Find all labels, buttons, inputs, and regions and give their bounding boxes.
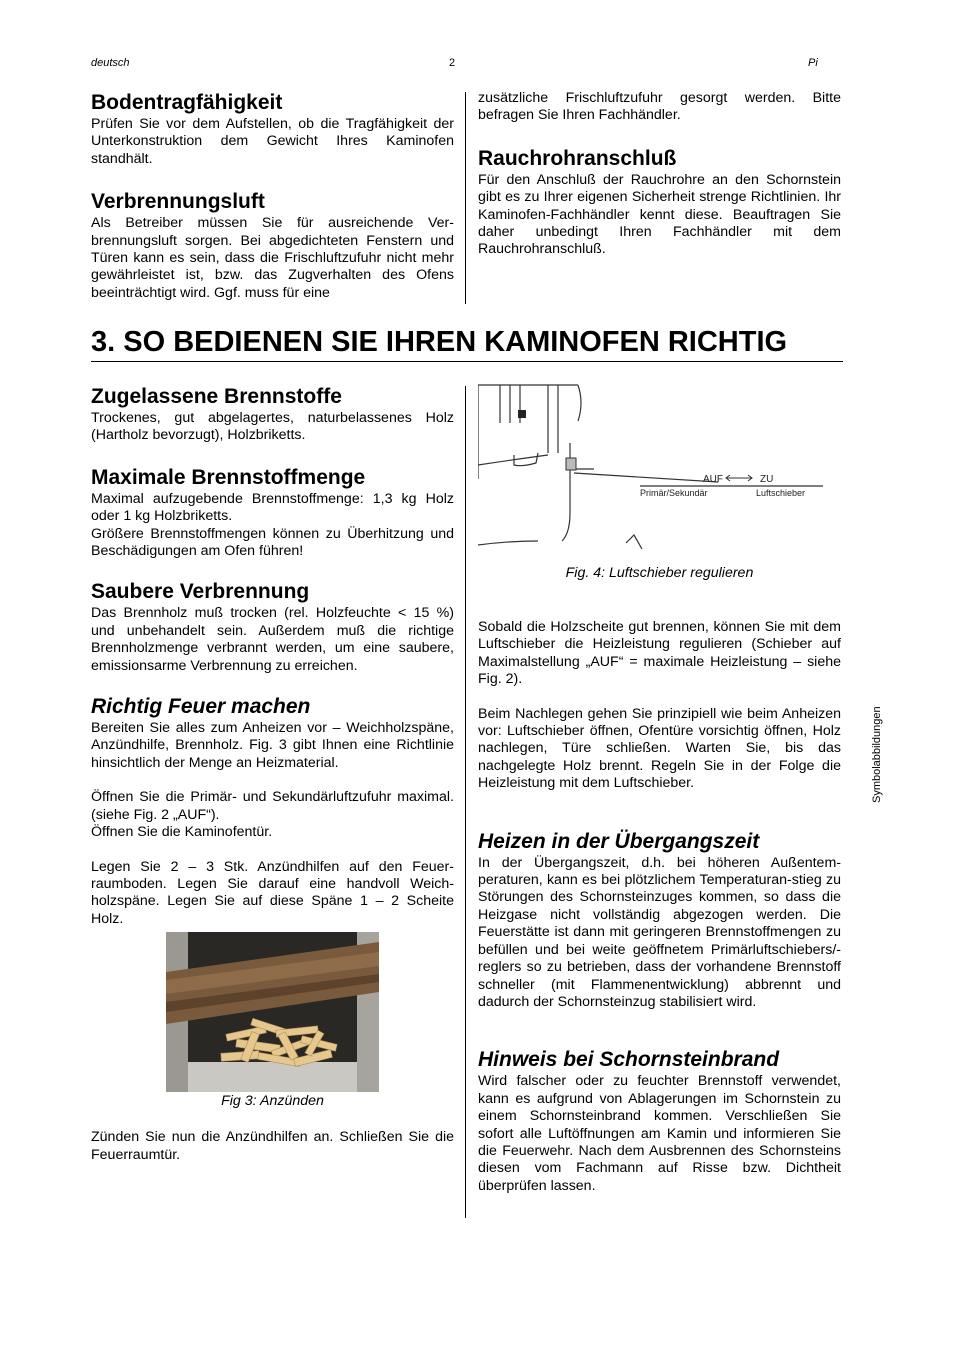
section-text-rauchrohranschluss: Für den Anschluß der Rauchrohre an den Schornstein gibt es zu Ihrer eigenen Sicherheit strenge Richtlinien. Ihr Kaminofen-Fachhändler kennt diese. Beauftragen Sie daher unbedingt Ihren Fachhändler mit dem Rauchrohranschluß.	[478, 171, 841, 258]
top-right-column	[478, 90, 841, 259]
column-divider-main	[465, 386, 466, 1218]
figure-3-caption: Fig 3: Anzünden	[221, 1093, 324, 1110]
section-title-verbrennungsluft: Verbrennungsluft	[91, 190, 265, 214]
section-text-bodentragfaehigkeit: Prüfen Sie vor dem Aufstellen, ob die Tragfähigkeit der Unterkonstruktion dem Gewicht Ihres Kaminofen standhält.	[91, 116, 454, 167]
section-text-schornsteinbrand: Wird falscher oder zu feuchter Brennstoff verwendet, kann es aufgrund von Ablagerungen im Schornstein zu einem Schornsteinbrand kommen. Verschließen Sie sofort alle Luftöffnungen am Kamin und informieren Sie die Feuerwehr. Nach dem Ausbrennen des Schornsteins diesen vom Fachmann auf Risse bzw. Dichtheit überprüfen lassen.	[478, 1073, 841, 1194]
section-text-verbrennungsluft: Als Betreiber müssen Sie für ausreichende Ver-brennungsluft sorgen. Bei abgedichteten Fenstern und Türen kann es sein, dass die Frischluftzufuhr nicht mehr gewährleistet ist, bzw. das Zugverhalten des Ofens beeinträchtigt wird. Ggf. muss für eine	[91, 215, 454, 301]
section-text-brennstoffe: Trockenes, gut abgelagertes, naturbelassenes Holz (Hartholz bevorzugt), Holzbriketts.	[91, 410, 454, 444]
section-text-continuation: zusätzliche Frischluftzufuhr gesorgt werden. Bitte befragen Sie Ihren Fachhändler.	[478, 90, 841, 124]
side-label: Symbolabbildungen	[871, 706, 883, 803]
section-title-schornsteinbrand: Hinweis bei Schornsteinbrand	[478, 1048, 780, 1072]
figure-4-label-schieber: Luftschieber	[756, 488, 806, 498]
section-title-uebergangszeit: Heizen in der Übergangszeit	[478, 829, 760, 853]
side-label-container	[868, 690, 888, 805]
right-column	[478, 383, 841, 1195]
page-number: 2	[449, 57, 456, 69]
section-title-verbrennung: Saubere Verbrennung	[91, 580, 310, 604]
section-title-brennstoffmenge: Maximale Brennstoffmenge	[91, 465, 366, 489]
section-title-bodentragfaehigkeit: Bodentragfähigkeit	[91, 91, 283, 114]
section-text-uebergangszeit: In der Übergangszeit, d.h. bei höheren Außentem-peraturen, kann es bei plötzlichem Temperaturan-stieg zu Störungen des Schornsteinzuges kommen, so dass die Heizgase nicht vollständig abgezogen werden. Die Feuerstätte ist dann mit geringeren Brennstoffmengen zu befüllen und bei weite geöffnetem Primärluftschiebers/-reglers so zu betrieben, dass der vorhandene Brennstoff schneller (mit Flammenentwicklung) abbrennt und dadurch der Schornsteinzug stabilisiert wird.	[478, 854, 841, 1010]
section-title-brennstoffe: Zugelassene Brennstoffe	[91, 385, 342, 408]
section-text-brennstoffmenge-2: Größere Brennstoffmengen können zu Überhitzung und Beschädigungen am Ofen führen!	[91, 525, 454, 560]
figure-4-drawing	[478, 383, 842, 549]
section-text-brennstoffmenge-1: Maximal aufzugebende Brennstoffmenge: 1,3 kg Holz oder 1 kg Holzbriketts.	[91, 490, 454, 525]
column-divider-top	[465, 92, 466, 304]
figure-4-label-primaer: Primär/Sekundär	[640, 488, 708, 498]
top-left-column	[91, 90, 454, 302]
section-text-feuer-4: Zünden Sie nun die Anzündhilfen an. Schließen Sie die Feuerraumtür.	[91, 1129, 454, 1163]
right-text-2: Beim Nachlegen gehen Sie prinzipiell wie beim Anheizen vor: Luftschieber öffnen, Ofentüre vorsichtig öffnen, Holz nachlegen, Türe schließen. Warten Sie, bis das nachgelegte Holz brennt. Regeln Sie in der Folge die Heizleistung mit dem Luftschieber.	[478, 705, 841, 792]
section-text-feuer-3: Legen Sie 2 – 3 Stk. Anzündhilfen auf den Feuer-raumboden. Legen Sie darauf eine handvoll Weich-holzspäne. Legen Sie auf diese Späne 1 – 2 Scheite Holz.	[91, 858, 454, 927]
right-text-1: Sobald die Holzscheite gut brennen, können Sie mit dem Luftschieber die Heizleistung regulieren (Schieber auf Maximalstellung „AUF“ = maximale Heizleistung – siehe Fig. 2).	[478, 619, 841, 688]
figure-4-label-auf: AUF	[703, 474, 723, 485]
section-text-feuer-2b: Öffnen Sie die Kaminofentür.	[91, 824, 273, 841]
section-text-feuer-1: Bereiten Sie alles zum Anheizen vor – Weichholzspäne, Anzündhilfe, Brennholz. Fig. 3 gibt Ihnen eine Richtlinie hinsichtlich der Menge an Heizmaterial.	[91, 720, 454, 771]
section-text-feuer-2a: Öffnen Sie die Primär- und Sekundärluftzufuhr maximal. (siehe Fig. 2 „AUF“).	[91, 789, 454, 823]
figure-4-label-zu: ZU	[760, 474, 774, 485]
chapter-title: 3. SO BEDIENEN SIE IHREN KAMINOFEN RICHTIG	[91, 324, 843, 362]
section-title-feuer-machen: Richtig Feuer machen	[91, 695, 311, 719]
section-text-verbrennung: Das Brennholz muß trocken (rel. Holzfeuchte < 15 %) und unbehandelt sein. Außerdem muß die richtige Brennholzmenge verbrannt werden, um eine saubere, emissionsarme Verbrennung zu erreichen.	[91, 605, 454, 674]
figure-4-caption: Fig. 4: Luftschieber regulieren	[565, 565, 754, 581]
figure-3-photo	[166, 932, 379, 1092]
header-model: Pi	[808, 57, 818, 69]
header-language: deutsch	[91, 57, 130, 69]
section-title-rauchrohranschluss: Rauchrohranschluß	[478, 146, 677, 170]
left-column	[91, 384, 454, 1164]
